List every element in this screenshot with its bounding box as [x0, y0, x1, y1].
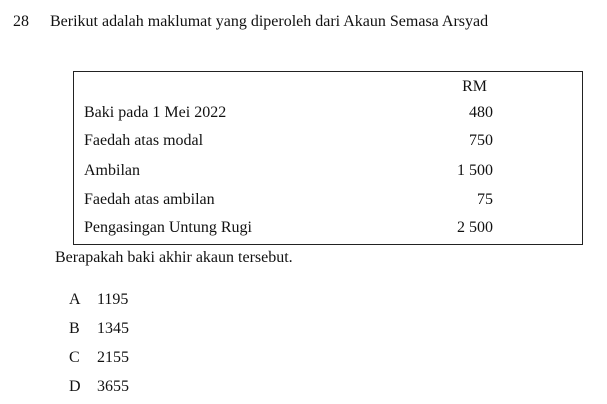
row-label: Ambilan — [84, 162, 140, 179]
row-value: 750 — [469, 132, 493, 149]
option-text: 2155 — [97, 349, 129, 366]
option-text: 1345 — [97, 320, 129, 337]
account-table — [73, 71, 583, 245]
option-letter: A — [69, 291, 81, 308]
table-header-rm: RM — [462, 78, 487, 95]
row-label: Faedah atas ambilan — [84, 191, 215, 208]
table-row — [74, 132, 582, 152]
option-c[interactable] — [69, 349, 129, 367]
table-row — [74, 104, 582, 124]
question-number: 28 — [13, 13, 29, 30]
option-text: 1195 — [97, 291, 129, 308]
option-a[interactable] — [69, 291, 128, 309]
row-value: 75 — [477, 191, 493, 208]
option-letter: C — [69, 349, 80, 366]
table-row — [74, 191, 582, 211]
row-value: 480 — [469, 104, 493, 121]
option-text: 3655 — [97, 378, 129, 395]
table-row — [74, 162, 582, 182]
row-label: Pengasingan Untung Rugi — [84, 219, 252, 236]
table-row — [74, 219, 582, 239]
question-prompt: Berapakah baki akhir akaun tersebut. — [55, 249, 293, 266]
row-value: 1 500 — [457, 162, 493, 179]
question-stem: Berikut adalah maklumat yang diperoleh dari Akaun Semasa Arsyad — [50, 13, 489, 30]
option-letter: D — [69, 378, 81, 395]
row-label: Faedah atas modal — [84, 132, 204, 149]
row-value: 2 500 — [457, 219, 493, 236]
option-letter: B — [69, 320, 80, 337]
option-d[interactable] — [69, 378, 129, 396]
option-b[interactable] — [69, 320, 129, 338]
row-label: Baki pada 1 Mei 2022 — [84, 104, 227, 121]
